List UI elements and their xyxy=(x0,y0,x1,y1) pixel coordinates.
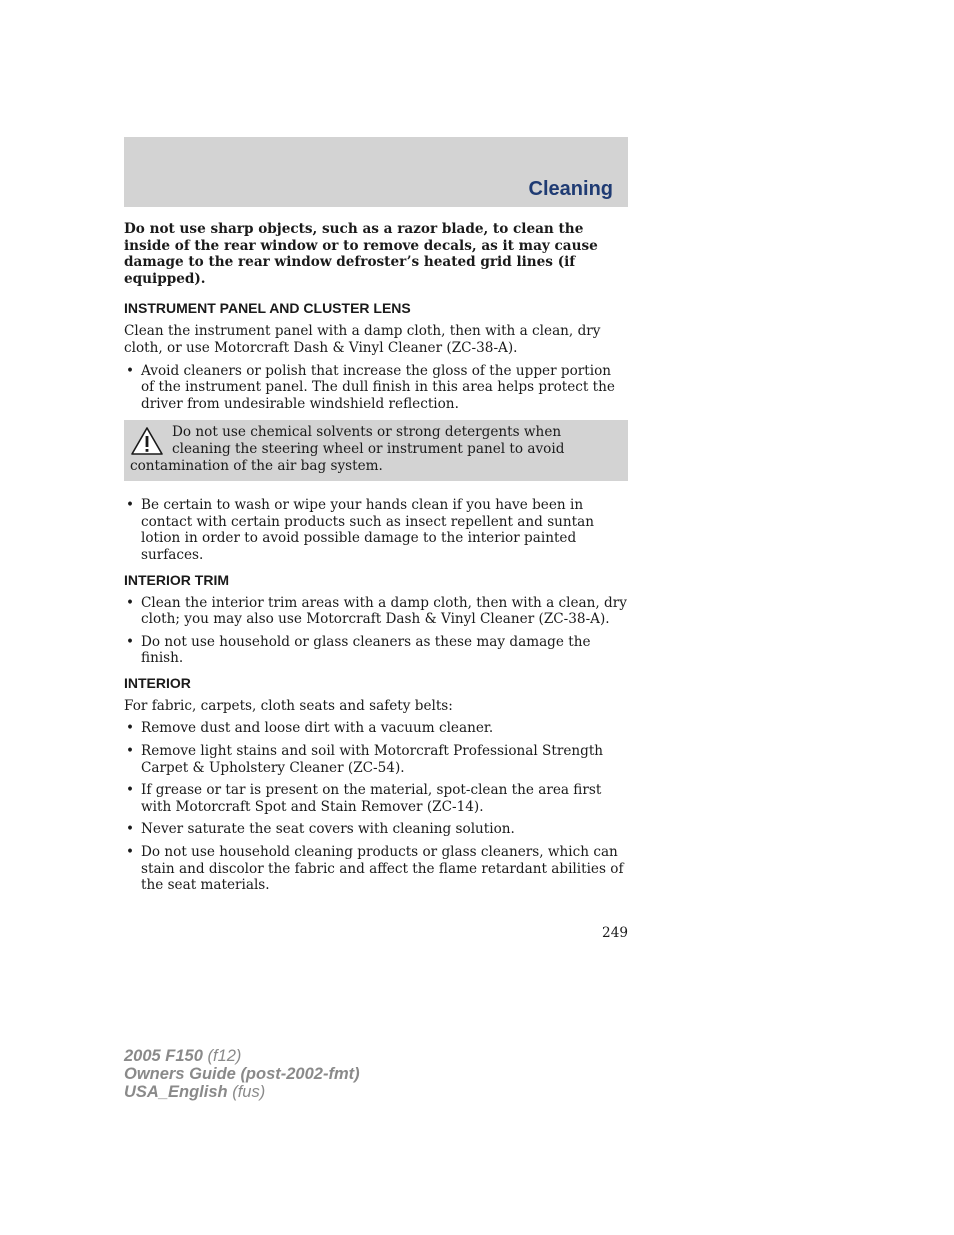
list-item-text: Do not use household cleaning products or glass cleaners, which can stain and discolor the fabric and affect the flame retardant abilities of the seat materials. xyxy=(141,844,624,894)
list-item: • Remove light stains and soil with Motorcraft Professional Strength Carpet & Upholstery Cleaner (ZC-54). xyxy=(126,743,604,776)
warning-box-text: Do not use chemical solvents or strong detergents when cleaning the steering wheel or instrument panel to avoid contamination of the air bag system. xyxy=(130,424,565,474)
footer-line-language xyxy=(124,1083,360,1101)
list-item: • Clean the interior trim areas with a damp cloth, then with a clean, dry cloth; you may also use Motorcraft Dash & Vinyl Cleaner (ZC-38-A). xyxy=(126,594,627,628)
heading-interior-trim: INTERIOR TRIM xyxy=(124,571,229,588)
list-item-text: Remove light stains and soil with Motorcraft Professional Strength Carpet & Upholstery Cleaner (ZC-54). xyxy=(141,743,604,776)
list-item: • Remove dust and loose dirt with a vacuum cleaner. xyxy=(126,720,494,737)
lead-warning-text: Do not use sharp objects, such as a razor blade, to clean the inside of the rear window or to remove decals, as it may cause damage to the rear window defroster’s heated grid lines (if equipped). xyxy=(124,221,598,287)
warning-triangle-icon xyxy=(130,426,164,456)
footer-guide: Owners Guide (post-2002-fmt) xyxy=(124,1065,360,1083)
list-item: • Avoid cleaners or polish that increase the gloss of the upper portion of the instrument panel. The dull finish in this area helps protect the driver from undesirable windshield reflection. xyxy=(126,362,615,412)
footer-language: USA_English xyxy=(124,1083,228,1101)
instrument-panel-paragraph: Clean the instrument panel with a damp cloth, then with a clean, dry cloth, or use Motorcraft Dash & Vinyl Cleaner (ZC-38-A). xyxy=(124,323,601,356)
heading-instrument-panel: INSTRUMENT PANEL AND CLUSTER LENS xyxy=(124,300,411,317)
page-content xyxy=(124,221,628,902)
interior-bullets xyxy=(124,720,628,893)
section-title: Cleaning xyxy=(528,178,613,200)
footer-line-guide xyxy=(124,1065,360,1083)
list-item-text: Do not use household or glass cleaners as these may damage the finish. xyxy=(141,633,591,667)
hand-wash-bullets xyxy=(124,497,628,563)
document-footer xyxy=(124,1047,360,1101)
list-item: • Do not use household or glass cleaners as these may damage the finish. xyxy=(126,633,591,667)
list-item-text: Be certain to wash or wipe your hands clean if you have been in contact with certain products such as insect repellent and suntan lotion in order to avoid possible damage to the interior painted surfaces. xyxy=(141,497,595,563)
heading-interior: INTERIOR xyxy=(124,674,191,691)
footer-model-code: (f12) xyxy=(207,1047,242,1065)
section-header-band xyxy=(124,137,628,207)
list-item-text: Avoid cleaners or polish that increase the gloss of the upper portion of the instrument panel. The dull finish in this area helps protect the driver from undesirable windshield reflection. xyxy=(141,362,615,412)
list-item: • Never saturate the seat covers with cleaning solution. xyxy=(126,821,515,838)
interior-paragraph: For fabric, carpets, cloth seats and safety belts: xyxy=(124,697,453,714)
interior-trim-bullets xyxy=(124,595,628,667)
footer-language-code: (fus) xyxy=(232,1083,266,1101)
list-item: • Be certain to wash or wipe your hands clean if you have been in contact with certain products such as insect repellent and suntan lotion in order to avoid possible damage to the interior painted surfaces. xyxy=(126,497,595,563)
list-item-text: Remove dust and loose dirt with a vacuum cleaner. xyxy=(141,720,494,737)
list-item: • Do not use household cleaning products or glass cleaners, which can stain and discolor the fabric and affect the flame retardant abilities of the seat materials. xyxy=(126,844,624,894)
page-number: 249 xyxy=(602,925,628,941)
list-item: • If grease or tar is present on the material, spot-clean the area first with Motorcraft Spot and Stain Remover (ZC-14). xyxy=(126,782,602,815)
instrument-panel-bullets xyxy=(124,363,628,413)
list-item-text: Never saturate the seat covers with cleaning solution. xyxy=(141,821,515,838)
list-item-text: Clean the interior trim areas with a damp cloth, then with a clean, dry cloth; you may also use Motorcraft Dash & Vinyl Cleaner (ZC-38-A). xyxy=(141,594,627,628)
footer-line-model xyxy=(124,1047,360,1065)
footer-model: 2005 F150 xyxy=(124,1047,203,1065)
warning-box xyxy=(124,420,628,481)
list-item-text: If grease or tar is present on the material, spot-clean the area first with Motorcraft Spot and Stain Remover (ZC-14). xyxy=(141,782,602,815)
